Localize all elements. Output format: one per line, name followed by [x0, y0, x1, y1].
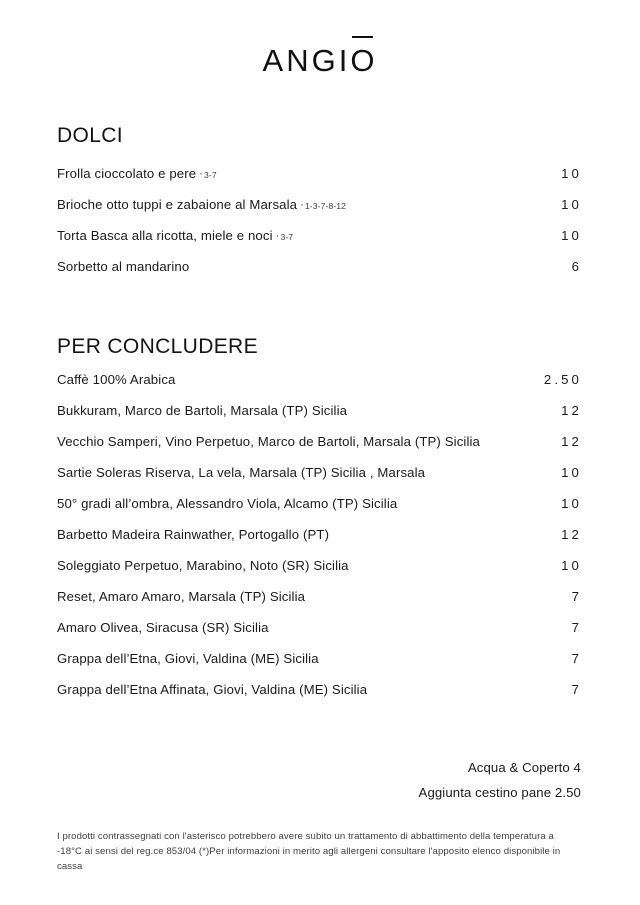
- menu-item-row: [57, 682, 583, 713]
- menu-item-price: 10: [561, 197, 582, 213]
- menu-item-name: Reset, Amaro Amaro, Marsala (TP) Sicilia: [57, 589, 306, 605]
- brand-logo: [57, 0, 583, 76]
- menu-item-name: Amaro Olivea, Siracusa (SR) Sicilia: [57, 620, 269, 636]
- allergen-codes: 3-7: [204, 170, 217, 181]
- menu-item-price: 7: [571, 620, 582, 636]
- menu-item-name: Barbetto Madeira Rainwather, Portogallo (PT): [57, 527, 330, 543]
- section-title-per-concludere: PER CONCLUDERE: [57, 335, 258, 359]
- menu-item-row: [57, 558, 583, 589]
- menu-item-price: 2.50: [543, 372, 582, 388]
- menu-item-price: 10: [561, 558, 582, 574]
- brand-logo-text-main: ANGI: [262, 43, 351, 78]
- menu-item-price: 7: [571, 682, 582, 698]
- menu-item-row: [57, 372, 583, 403]
- charge-line-bread-basket: Aggiunta cestino pane 2.50: [418, 785, 581, 801]
- menu-item-label: Torta Basca alla ricotta, miele e noci: [57, 228, 273, 244]
- menu-item-row: [57, 434, 583, 465]
- menu-item-price: 6: [571, 259, 582, 275]
- menu-item-price: 10: [561, 228, 582, 244]
- allergen-disclaimer: I prodotti contrassegnati con l'asterisco potrebbero avere subito un trattamento di abbattimento della temperatura a -18°C ai sensi del reg.ce 853/04 (*)Per informazioni in merito agli allergeni consultare l'apposito elenco disponibile in cassa: [57, 831, 561, 873]
- service-charges: [57, 755, 583, 805]
- menu-item-name: [57, 197, 346, 212]
- brand-logo-macron-letter: [350, 45, 377, 76]
- menu-item-name: Sartie Soleras Riserva, La vela, Marsala (TP) Sicilia , Marsala: [57, 465, 426, 481]
- menu-item-name: [57, 228, 293, 243]
- menu-item-price: 7: [571, 589, 582, 605]
- section-per-concludere: [57, 335, 583, 713]
- menu-item-price: 10: [561, 166, 582, 182]
- menu-item-label: Frolla cioccolato e pere: [57, 166, 197, 182]
- section-dolci: [57, 124, 583, 290]
- menu-item-row: [57, 620, 583, 651]
- brand-logo-text: [263, 45, 378, 76]
- brand-logo-macron-char: O: [350, 43, 378, 78]
- item-list-per-concludere: [57, 372, 583, 713]
- menu-item-row: [57, 197, 583, 228]
- menu-item-row: [57, 259, 583, 290]
- asterisk-icon: ·: [199, 168, 204, 181]
- asterisk-icon: ·: [275, 230, 280, 243]
- menu-item-row: [57, 527, 583, 558]
- menu-item-row: [57, 651, 583, 682]
- menu-item-name: Vecchio Samperi, Vino Perpetuo, Marco de Bartoli, Marsala (TP) Sicilia: [57, 434, 481, 450]
- menu-item-label: Brioche otto tuppi e zabaione al Marsala: [57, 197, 298, 213]
- charge-line-water-cover: Acqua & Coperto 4: [467, 760, 581, 776]
- menu-item-price: 10: [561, 465, 582, 481]
- macron-bar-icon: [352, 36, 372, 38]
- menu-item-price: 12: [561, 403, 582, 419]
- menu-item-row: [57, 403, 583, 434]
- menu-item-row: [57, 465, 583, 496]
- menu-item-name: [57, 259, 193, 274]
- menu-item-name: 50° gradi all’ombra, Alessandro Viola, Alcamo (TP) Sicilia: [57, 496, 398, 512]
- menu-item-row: [57, 228, 583, 259]
- allergen-codes: 3-7: [280, 232, 294, 243]
- menu-item-price: 10: [561, 496, 582, 512]
- menu-item-name: Grappa dell’Etna Affinata, Giovi, Valdina (ME) Sicilia: [57, 682, 368, 698]
- menu-item-name: Soleggiato Perpetuo, Marabino, Noto (SR) Sicilia: [57, 558, 349, 574]
- menu-item-name: Grappa dell’Etna, Giovi, Valdina (ME) Sicilia: [57, 651, 319, 667]
- menu-item-row: [57, 166, 583, 197]
- menu-item-label: Sorbetto al mandarino: [57, 259, 190, 275]
- menu-item-name: [57, 166, 217, 181]
- menu-item-name: Caffè 100% Arabica: [57, 372, 176, 388]
- menu-item-price: 12: [561, 527, 582, 543]
- menu-item-price: 7: [571, 651, 582, 667]
- menu-item-row: [57, 589, 583, 620]
- asterisk-icon: ·: [300, 199, 304, 212]
- section-title-dolci: DOLCI: [57, 124, 123, 147]
- item-list-dolci: [57, 166, 583, 290]
- menu-item-price: 12: [561, 434, 582, 450]
- menu-item-name: Bukkuram, Marco de Bartoli, Marsala (TP) Sicilia: [57, 403, 348, 419]
- allergen-codes: 1-3-7-8-12: [304, 201, 347, 212]
- menu-item-row: [57, 496, 583, 527]
